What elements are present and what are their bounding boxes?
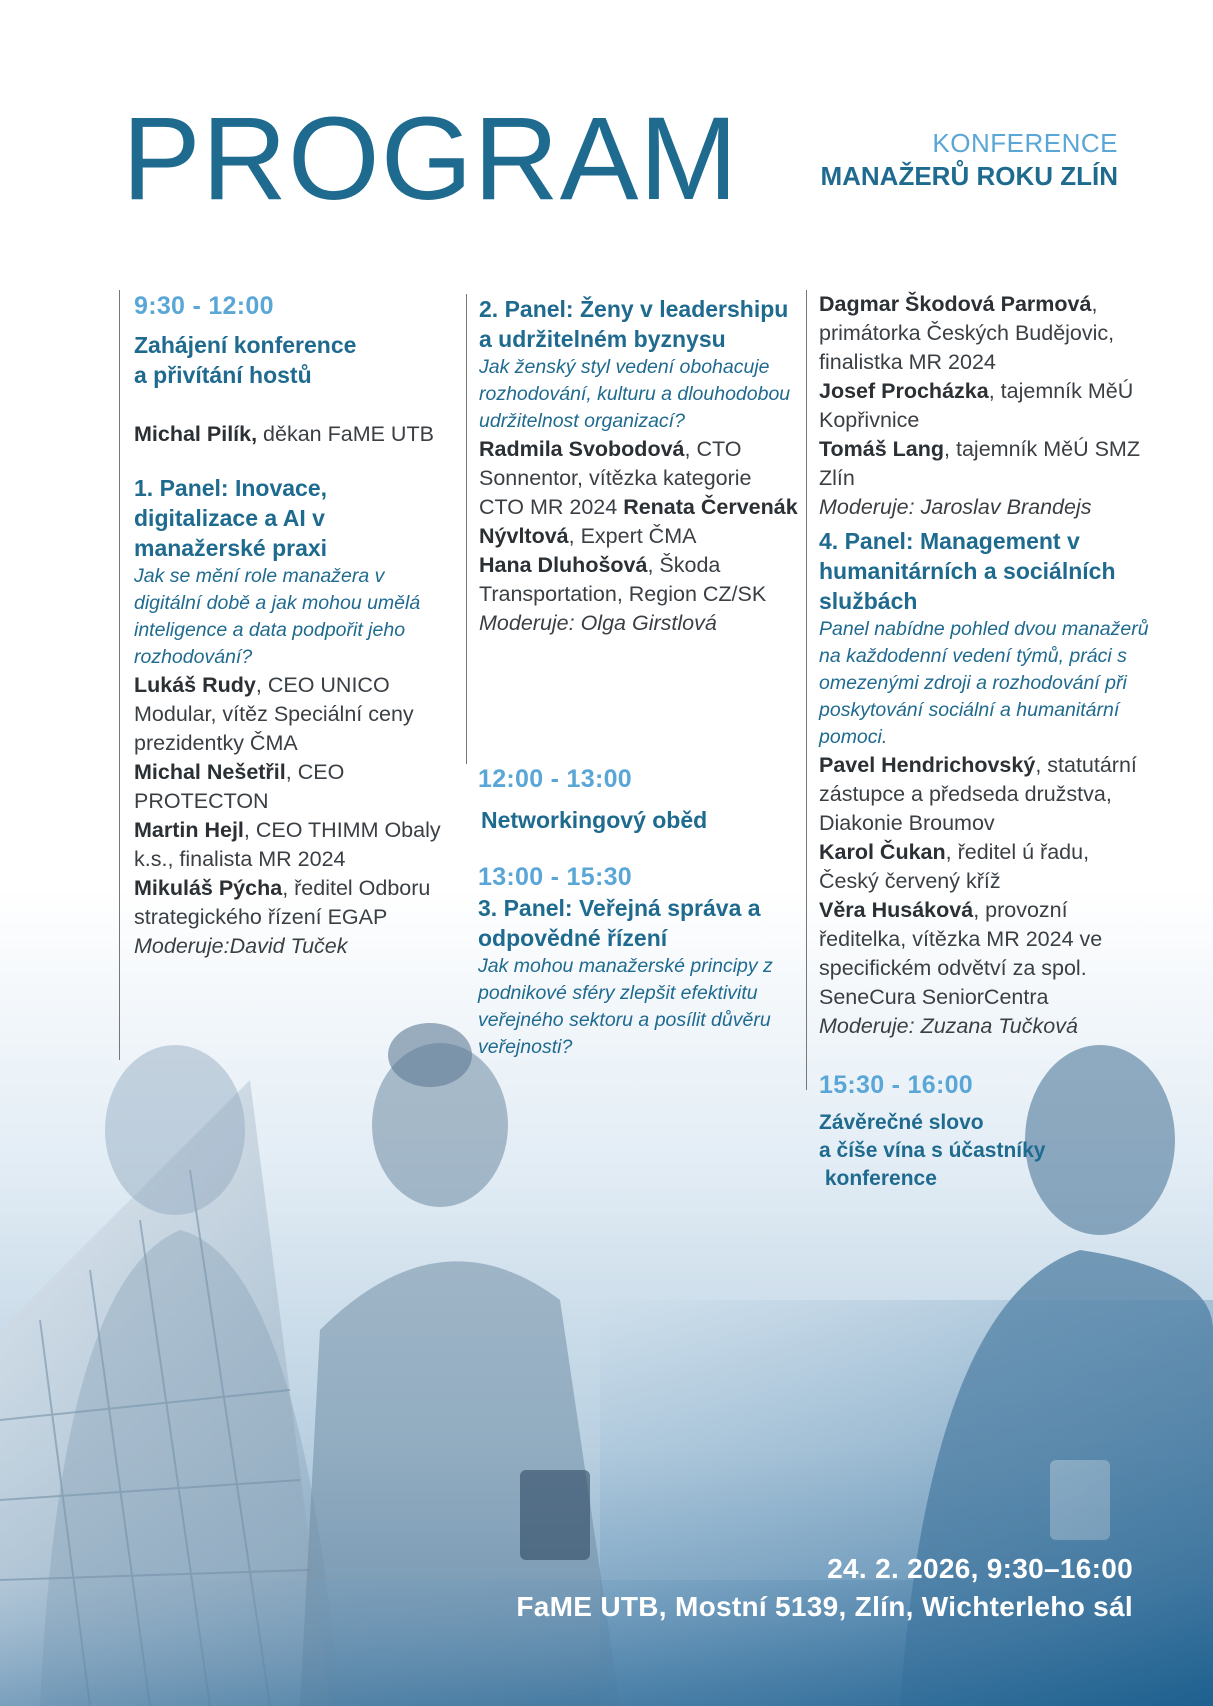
panel3-title: 3. Panel: Veřejná správa a odpovědné řízení	[478, 895, 761, 951]
time-slot-lunch: 12:00 - 13:00	[478, 765, 632, 793]
panel4-person: Věra Husáková, provozní ředitelka, vítězka MR 2024 ve specifickém odvětví za spol. SeneCura SeniorCentra	[819, 898, 1103, 1009]
panel4-title: 4. Panel: Management v humanitárních a sociálních službách	[819, 528, 1116, 614]
panel3-person: Tomáš Lang, tajemník MěÚ SMZ Zlín	[819, 437, 1140, 490]
speaker-role: děkan FaME UTB	[257, 422, 434, 446]
panel1-moderator: Moderuje:David Tuček	[134, 934, 348, 958]
time-slot-3: 13:00 - 15:30	[478, 863, 632, 891]
page-title: PROGRAM	[122, 93, 739, 225]
event-date: 24. 2. 2026, 9:30–16:00	[827, 1553, 1133, 1584]
conference-line2: MANAŽERŮ ROKU ZLÍN	[820, 161, 1118, 191]
panel2-question: Jak ženský styl vedení obohacuje rozhodování, kulturu a dlouhodobou udržitelnost organizací?	[479, 356, 791, 432]
panel1-person: Lukáš Rudy, CEO UNICO Modular, vítěz Speciální ceny prezidentky ČMA	[134, 673, 414, 755]
panel1-question: Jak se mění role manažera v digitální době a jak mohou umělá inteligence a data podpořit jeho rozhodování?	[134, 565, 421, 668]
program-column-1	[119, 290, 444, 1060]
program-column-2-lower	[478, 763, 800, 1061]
panel3-moderator: Moderuje: Jaroslav Brandejs	[819, 495, 1092, 519]
panel2-moderator: Moderuje: Olga Girstlová	[479, 611, 717, 635]
event-venue: FaME UTB, Mostní 5139, Zlín, Wichterleho sál	[516, 1591, 1133, 1622]
time-slot-1: 9:30 - 12:00	[134, 292, 274, 320]
panel4-moderator: Moderuje: Zuzana Tučková	[819, 1014, 1078, 1038]
panel1-person: Michal Nešetřil, CEO PROTECTON	[134, 760, 345, 813]
speaker-name: Michal Pilík,	[134, 422, 258, 446]
panel3-person: Dagmar Škodová Parmová, primátorka Českých Budějovic, finalistka MR 2024	[819, 292, 1115, 374]
panel2-persons: Radmila Svobodová, CTO Sonnentor, vítězka kategorie CTO MR 2024 Renata Červenák Nývltová, Expert ČMA	[479, 437, 798, 548]
lunch-title: Networkingový oběd	[481, 807, 708, 833]
opening-title	[134, 330, 444, 390]
time-slot-closing: 15:30 - 16:00	[819, 1071, 973, 1099]
opening-line1: Zahájení konference	[134, 332, 357, 358]
conference-label	[820, 128, 1118, 192]
speaker-dean	[134, 420, 444, 449]
panel3-question: Jak mohou manažerské principy z podnikové sféry zlepšit efektivitu veřejného sektoru a posílit důvěru veřejnosti?	[478, 955, 773, 1058]
panel4-question: Panel nabídne pohled dvou manažerů na každodenní vedení týmů, práci s omezenými zdroji a rozhodování při poskytování sociální a humanitární pomoci.	[819, 618, 1149, 748]
program-column-3	[806, 290, 1149, 1190]
closing-title: Závěrečné slovo a číše vína s účastníky konference	[819, 1111, 1046, 1190]
panel3-person: Josef Procházka, tajemník MěÚ Kopřivnice	[819, 379, 1134, 432]
event-footer	[516, 1550, 1133, 1626]
panel1-person: Mikuláš Pýcha, ředitel Odboru strategického řízení EGAP	[134, 876, 431, 929]
opening-line2: a přivítání hostů	[134, 362, 312, 388]
panel2-title: 2. Panel: Ženy v leadershipu a udržitelném byznysu	[479, 296, 789, 352]
panel4-person: Karol Čukan, ředitel ú řadu, Český červený kříž	[819, 840, 1090, 893]
panel4-person: Pavel Hendrichovský, statutární zástupce a předseda družstva, Diakonie Broumov	[819, 753, 1137, 835]
program-column-2	[466, 294, 801, 764]
panel1-person: Martin Hejl, CEO THIMM Obaly k.s., finalista MR 2024	[134, 818, 441, 871]
conference-line1: KONFERENCE	[932, 128, 1118, 158]
panel1-title: 1. Panel: Inovace, digitalizace a AI v manažerské praxi	[134, 475, 328, 561]
panel2-person: Hana Dluhošová, Škoda Transportation, Region CZ/SK	[479, 553, 767, 606]
